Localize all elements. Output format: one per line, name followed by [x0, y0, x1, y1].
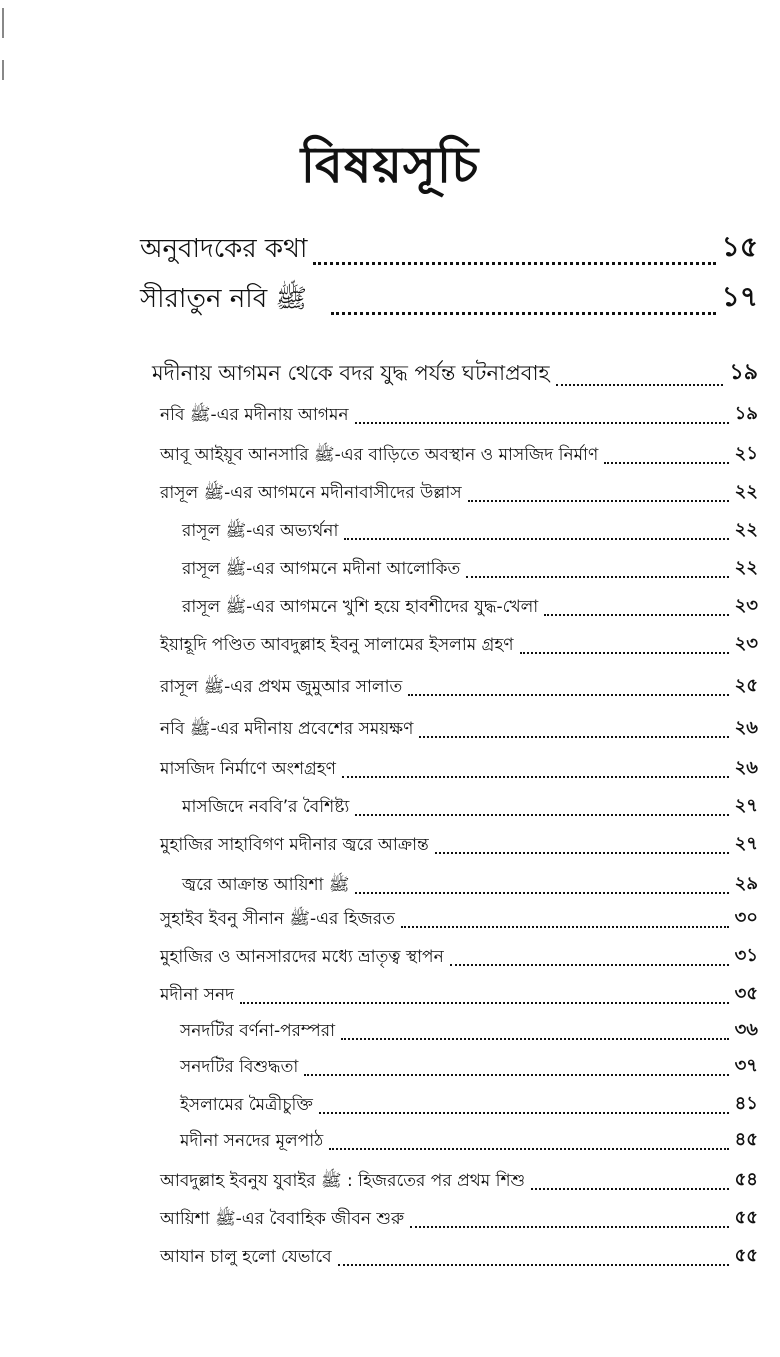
toc-entry[interactable]	[140, 282, 758, 322]
dot-leader	[466, 576, 728, 578]
toc-entry[interactable]	[160, 402, 758, 430]
toc-entry[interactable]	[180, 1054, 758, 1082]
toc-entry-title: সুহাইব ইবনু সীনান ﷺ-এর হিজরত	[160, 909, 395, 929]
toc-page-number: ১৭	[721, 280, 758, 313]
toc-page-number: ২৭	[734, 833, 758, 854]
toc-entry-title: ইসলামের মৈত্রীচুক্তি	[180, 1095, 313, 1115]
dot-leader	[410, 1226, 729, 1228]
toc-entry[interactable]	[160, 1168, 758, 1196]
toc-entry-title: আযান চালু হলো যেভাবে	[160, 1247, 332, 1267]
dot-leader	[331, 312, 716, 315]
toc-entry-title: রাসূল ﷺ-এর প্রথম জুমুআর সালাত	[160, 677, 403, 697]
dot-leader	[408, 694, 728, 696]
toc-entry[interactable]	[160, 756, 758, 784]
toc-entry-title: মাসজিদে নববি’র বৈশিষ্ট্য	[182, 797, 350, 817]
toc-entry-title: নবি ﷺ-এর মদীনায় প্রবেশের সময়ক্ষণ	[160, 719, 414, 739]
toc-entry-title: সীরাতুন নবি ﷺ	[140, 284, 307, 314]
toc-entry-title: রাসূল ﷺ-এর অভ্যর্থনা	[182, 521, 339, 541]
toc-entry-title: মদীনা সনদের মূলপাঠ	[180, 1131, 324, 1151]
toc-entry[interactable]	[180, 1092, 758, 1120]
toc-page-number: ২৭	[734, 795, 758, 816]
toc-entry[interactable]	[182, 594, 758, 622]
toc-page-number: ২৩	[734, 633, 758, 654]
toc-entry[interactable]	[152, 360, 758, 392]
toc-entry[interactable]	[182, 556, 758, 584]
toc-entry[interactable]	[160, 1206, 758, 1234]
dot-leader	[556, 384, 724, 386]
toc-entry[interactable]	[140, 232, 758, 272]
toc-page-number: ৩১	[734, 945, 758, 966]
toc-entry-title: মুহাজির সাহাবিগণ মদীনার জ্বরে আক্রান্ত	[160, 835, 429, 855]
toc-page-number: ১৫	[721, 230, 758, 263]
toc-entry[interactable]	[182, 872, 758, 900]
toc-entry-title: নবি ﷺ-এর মদীনায় আগমন	[160, 405, 349, 425]
toc-entry[interactable]	[180, 1018, 758, 1046]
toc-page-number: ৫৪	[734, 1169, 758, 1190]
dot-leader	[544, 614, 728, 616]
toc-entry-title: আয়িশা ﷺ-এর বৈবাহিক জীবন শুরু	[160, 1209, 405, 1229]
toc-page-number: ১৯	[729, 360, 758, 385]
toc-page-number: ২২	[734, 557, 758, 578]
toc-entry-title: সনদটির বিশুদ্ধতা	[180, 1057, 299, 1077]
toc-page-number: ২৫	[734, 675, 758, 696]
toc-entry-title: আবদুল্লাহ ইবনুয যুবাইর ﷺ : হিজরতের পর প্রথম শিশু	[160, 1171, 526, 1191]
toc-page-number: ২২	[734, 519, 758, 540]
toc-entry-title: জ্বরে আক্রান্ত আয়িশা ﷺ	[182, 875, 350, 895]
toc-entry[interactable]	[180, 1128, 758, 1156]
toc-page-number: ৩৭	[734, 1055, 758, 1076]
dot-leader	[355, 892, 728, 894]
toc-entry[interactable]	[160, 944, 758, 972]
dot-leader	[468, 500, 729, 502]
toc-entry[interactable]	[160, 1244, 758, 1272]
toc-entry-title: রাসূল ﷺ-এর আগমনে মদীনা আলোকিত	[182, 559, 461, 579]
toc-entry[interactable]	[182, 518, 758, 546]
toc-entry[interactable]	[160, 906, 758, 934]
toc-page-number: ৪১	[734, 1093, 758, 1114]
toc-entry-title: রাসূল ﷺ-এর আগমনে মদীনাবাসীদের উল্লাস	[160, 483, 462, 503]
dot-leader	[435, 852, 729, 854]
dot-leader	[531, 1188, 728, 1190]
page-title: বিষয়সূচি	[300, 136, 480, 194]
dot-leader	[313, 262, 715, 265]
toc-page-number: ২৬	[734, 717, 758, 738]
dot-leader	[338, 1264, 729, 1266]
dot-leader	[342, 776, 729, 778]
toc-entry-title: মুহাজির ও আনসারদের মধ্যে ভ্রাতৃত্ব স্থাপন	[160, 947, 444, 967]
dot-leader	[419, 736, 728, 738]
toc-entry-title: আবূ আইয়ূব আনসারি ﷺ-এর বাড়িতে অবস্থান ও মাসজিদ নির্মাণ	[160, 445, 599, 465]
dot-leader	[344, 538, 728, 540]
toc-page-number: ৩০	[734, 907, 758, 928]
toc-entry[interactable]	[160, 832, 758, 860]
toc-page-number: ২২	[734, 481, 758, 502]
toc-entry-title: অনুবাদকের কথা	[140, 234, 308, 264]
dot-leader	[329, 1148, 728, 1150]
toc-page-number: ২৯	[734, 873, 758, 894]
toc-page-number: ৩৫	[734, 983, 758, 1004]
toc-entry[interactable]	[160, 480, 758, 508]
toc-entry[interactable]	[160, 442, 758, 470]
toc-page-number: ৫৫	[734, 1245, 758, 1266]
toc-entry[interactable]	[160, 674, 758, 702]
toc-entry[interactable]	[182, 794, 758, 822]
toc-page-number: ২১	[734, 443, 758, 464]
dot-leader	[304, 1074, 728, 1076]
dot-leader	[355, 422, 729, 424]
dot-leader	[319, 1112, 729, 1114]
toc-entry[interactable]	[160, 632, 758, 660]
dot-leader	[240, 1002, 729, 1004]
toc-page-number: ২৬	[734, 757, 758, 778]
toc-entry[interactable]	[160, 982, 758, 1010]
toc-page-number: ৩৬	[734, 1019, 758, 1040]
toc-entry-title: রাসূল ﷺ-এর আগমনে খুশি হয়ে হাবশীদের যুদ্ধ-খেলা	[182, 597, 539, 617]
dot-leader	[401, 926, 729, 928]
dot-leader	[341, 1038, 729, 1040]
toc-page-number: ১৯	[734, 403, 758, 424]
toc-entry-title: মদীনা সনদ	[160, 985, 235, 1005]
dot-leader	[355, 814, 728, 816]
dot-leader	[520, 652, 729, 654]
dot-leader	[450, 964, 729, 966]
toc-entry-title: মদীনায় আগমন থেকে বদর যুদ্ধ পর্যন্ত ঘটনাপ্রবাহ	[152, 361, 550, 385]
toc-page-number: ৫৫	[734, 1207, 758, 1228]
toc-entry-title: মাসজিদ নির্মাণে অংশগ্রহণ	[160, 759, 336, 779]
dot-leader	[604, 462, 728, 464]
toc-entry[interactable]	[160, 716, 758, 744]
toc-entry-title: ইয়াহূদি পণ্ডিত আবদুল্লাহ ইবনু সালামের ইসলাম গ্রহণ	[160, 635, 514, 655]
toc-page-number: ২৩	[734, 595, 758, 616]
toc-page-number: ৪৫	[734, 1129, 758, 1150]
toc-entry-title: সনদটির বর্ণনা-পরম্পরা	[180, 1021, 336, 1041]
